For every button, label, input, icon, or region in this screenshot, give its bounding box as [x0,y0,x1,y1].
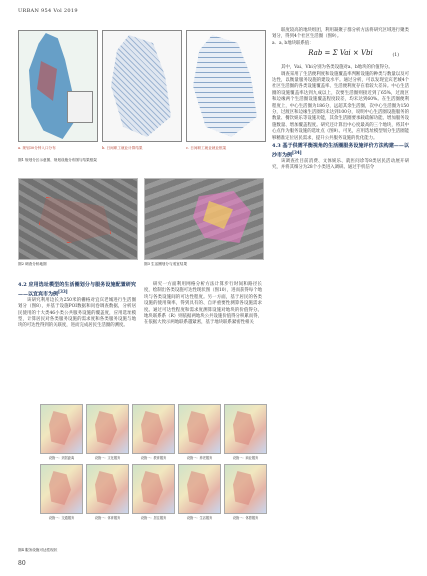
left-column [18,282,136,330]
figure-bottom [40,404,270,544]
thumb-map: 设施一：生活服务 [178,464,221,514]
mid-column [144,282,262,327]
section-heading-4-2: 4.2 应用选址模型的生活圈划分与服务设施配置研究——以宜宾市为例[33] [18,282,136,298]
figure-mid-left [18,178,138,260]
formula-note-paragraph: 其中，Vai、Vbi分别为各类设施对a、b地块的价值得分。 [281,65,393,71]
formula: Rab = Σ Vai × Vbi [308,49,373,58]
subcaption-a: a. 规划30分钟入口分布 [18,146,56,150]
left-paragraph: 该研究利用边长为250米的栅格对宜宾老城进行生活圈划分（图8），并基于设施POI数据和问卷调查数据，分析居民使用的十大类46小类公共服务设施的覆盖度，应用选址模型，计算居民对各类服务设施的需求度和各类服务设施与地块的可达性得到的关联度，进而完成居民生活圈的测度。 [18,297,136,329]
thumb-map: 设施一：居住服务 [132,464,175,514]
map-a [18,30,98,142]
map-b [102,30,182,142]
thumb-map: 设施一：交通服务 [40,464,83,514]
right-paragraph-main: 调查采用了生活便利度和设施覆盖率判断设施的种类与数量以及可达性，以衡量服务设施的建设水平。通过分析，可以发现宜宾老城4个社区生活圈的各类设施覆盖率、生活便利度存在着较大差异。中心生活圈的设施覆盖率达到九成以上，次要生活圈则接近到了65%，过渡区和边缘两个生活圈设施覆盖程度较差，均未达到60%。在生活圈便利程度上，中心生活圈为186分，远超其余生活圈，次中心生活圈为150分，过渡区和边缘生活圈均未达到100分，说明中心生活圈设施服务的数量、餐饮娱乐等设施功能，其余生活圈要承载疏解功能、增加服务设施数量、增加覆盖程度。研究还计算出中心度最高的三个地块，将其中心点作为服务设施的选址点（图9）。可见，应用选址模型划分生活圈能够精准定位居民需求，提升公共服务设施的优化能力。 [272,71,409,141]
figure-mid-right [144,178,264,260]
figure-top [18,30,263,170]
thumb-map: 设施一：教育服务 [132,404,175,454]
thumb-map: 设施一：养老服务 [178,404,221,454]
figure-bottom-caption: 图4 服务设施可达性现状 [18,548,58,552]
page-number: 80 [18,560,26,567]
section-heading-4-3: 4.3 基于供需平衡视角的生活圈服务设施评价方法构建——以沙市为例[34] [272,143,409,159]
figure-top-caption: 图1 规划分区示意图、规划设施分布图与结果框架 [18,158,97,162]
thumb-map: 设施一：到居距离 [40,404,83,454]
subcaption-c: c. 日间职工就业就业框架 [186,146,227,150]
thumb-map: 设施一：休憩服务 [224,464,267,514]
running-header: URBAN 954 Vol 2019 [18,8,78,14]
thumb-map: 设施一：体育服务 [86,464,129,514]
formula-intro: a．a, b地块联系值： [272,40,314,46]
map-c [186,30,266,142]
thumb-map: 设施一：商业服务 [224,404,267,454]
mid-paragraph: 研究一方面利用网格分析方法计算步行时间和路径长度，绘制出各类设施可达性现状图（图10），进而获得每个地块与各类设施间的可达性程度。另一方面，基于居民的各类设施的使用频率，得到具有的、自评重要性测算各设施需求度。通过可达性程度和需求度测算设施对地块的价值得分。地块联系系（R）则依据两地块公共设施价值得分积累而得，在依据大致示两地联系越紧密，基于地块联系紧密性相关 [144,282,262,326]
thumb-map: 设施一：文化服务 [86,404,129,454]
formula-block [272,47,409,65]
right-paragraph-top: 联度较高的地块组团，利用凝聚子群分析方法将研究区域进行聚类划分，得到4个社区生活圈（图9）。 [272,28,409,40]
equation-number: (1) [392,53,399,59]
subcaption-b: b. 日间职工就业计算结果 [102,146,143,150]
figure-mid-left-caption: 图2 调查分析地图 [18,262,47,266]
right-paragraph-end: 该调查社目前消费、文体娱乐、就医问诊等8类居民活动展开研究，并将其细分为28个小类进入调研。通过手机信令 [272,158,409,171]
figure-mid-right-caption: 图3 生活圈划分与适宜结果 [144,262,187,266]
right-column [272,28,409,172]
